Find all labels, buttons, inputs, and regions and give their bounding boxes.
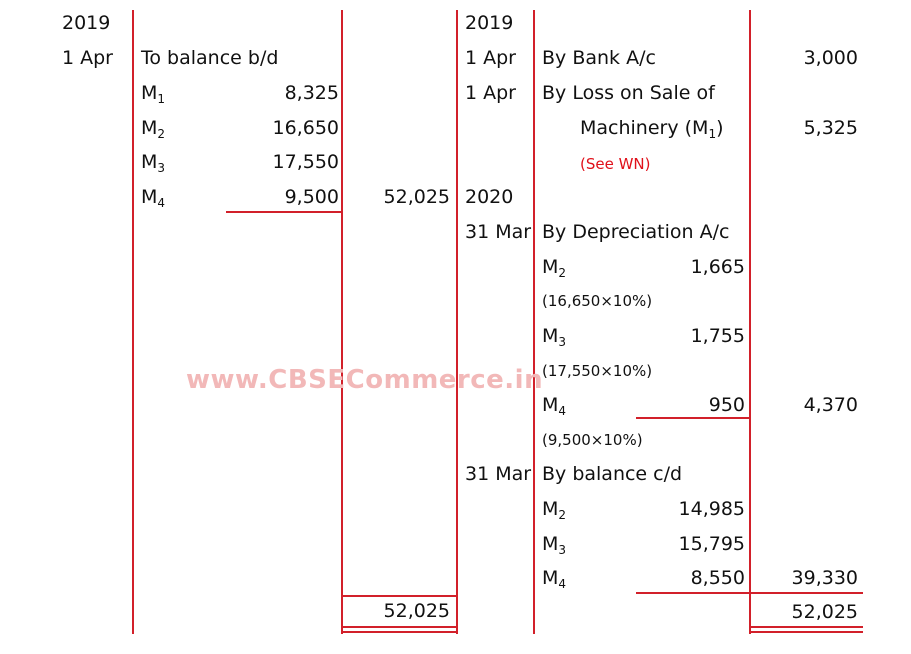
debit-date: 1 Apr bbox=[62, 47, 113, 69]
debit-year: 2019 bbox=[62, 12, 111, 34]
debit-total-under2 bbox=[342, 631, 457, 633]
credit-grand-total: 52,025 bbox=[791, 601, 858, 623]
dep-item-m3: $M_3$ bbox=[542, 325, 567, 349]
debit-item-m3-amount: 17,550 bbox=[272, 151, 339, 173]
debit-grand-total: 52,025 bbox=[383, 600, 450, 622]
debit-item-m4: $M_4$ bbox=[141, 186, 166, 210]
dep-item-m4: $M_4$ bbox=[542, 394, 567, 418]
debit-item-m3: $M_3$ bbox=[141, 151, 166, 175]
dep-item-m4-amount: 950 bbox=[708, 394, 745, 416]
rule-debit-total bbox=[456, 10, 458, 634]
credit-total-under1 bbox=[750, 626, 863, 628]
debit-total-line: 52,025 bbox=[383, 186, 450, 208]
bal-item-m2: $M_2$ bbox=[542, 498, 567, 522]
dep-item-m4-calc: (9,500×10%) bbox=[542, 431, 643, 449]
watermark: www.CBSECommerce.in bbox=[186, 365, 544, 395]
dep-subtotal-rule bbox=[636, 417, 750, 419]
credit-row1-particular: By Bank A/c bbox=[542, 47, 656, 69]
credit-row2-cont: Machinery $(M_1)$ bbox=[580, 117, 724, 141]
credit-year-2020: 2020 bbox=[465, 186, 514, 208]
bal-item-m4: $M_4$ bbox=[542, 567, 567, 591]
debit-particular: To balance b/d bbox=[141, 47, 279, 69]
credit-row1-date: 1 Apr bbox=[465, 47, 516, 69]
bal-total: 39,330 bbox=[791, 567, 858, 589]
dep-total: 4,370 bbox=[803, 394, 858, 416]
dep-item-m2-calc: (16,650×10%) bbox=[542, 292, 653, 310]
bal-date: 31 Mar bbox=[465, 463, 532, 485]
credit-total-under2 bbox=[750, 631, 863, 633]
dep-date: 31 Mar bbox=[465, 221, 532, 243]
rule-credit-date bbox=[533, 10, 535, 634]
dep-item-m2: $M_2$ bbox=[542, 256, 567, 280]
credit-final-rule bbox=[750, 592, 863, 594]
dep-item-m3-amount: 1,755 bbox=[690, 325, 745, 347]
debit-item-m2: $M_2$ bbox=[141, 117, 166, 141]
bal-item-m3: $M_3$ bbox=[542, 533, 567, 557]
debit-total-top-rule bbox=[342, 595, 457, 597]
see-wn-note: (See WN) bbox=[580, 155, 651, 173]
bal-subtotal-rule bbox=[636, 592, 750, 594]
dep-item-m2-amount: 1,665 bbox=[690, 256, 745, 278]
rule-debit-date bbox=[132, 10, 134, 634]
credit-row2-date: 1 Apr bbox=[465, 82, 516, 104]
bal-item-m4-amount: 8,550 bbox=[690, 567, 745, 589]
debit-item-m1-amount: 8,325 bbox=[284, 82, 339, 104]
credit-row2-particular: By Loss on Sale of bbox=[542, 82, 715, 104]
debit-item-m4-amount: 9,500 bbox=[284, 186, 339, 208]
credit-row1-amount: 3,000 bbox=[803, 47, 858, 69]
bal-particular: By balance c/d bbox=[542, 463, 683, 485]
dep-item-m3-calc: (17,550×10%) bbox=[542, 362, 653, 380]
debit-item-m1: $M_1$ bbox=[141, 82, 166, 106]
rule-credit-amount bbox=[749, 10, 751, 634]
debit-subtotal-rule bbox=[226, 211, 342, 213]
bal-item-m3-amount: 15,795 bbox=[678, 533, 745, 555]
dep-particular: By Depreciation A/c bbox=[542, 221, 730, 243]
rule-debit-amount bbox=[341, 10, 343, 634]
credit-row2-amount: 5,325 bbox=[803, 117, 858, 139]
debit-item-m2-amount: 16,650 bbox=[272, 117, 339, 139]
bal-item-m2-amount: 14,985 bbox=[678, 498, 745, 520]
debit-total-under1 bbox=[342, 626, 457, 628]
credit-year-2019: 2019 bbox=[465, 12, 514, 34]
